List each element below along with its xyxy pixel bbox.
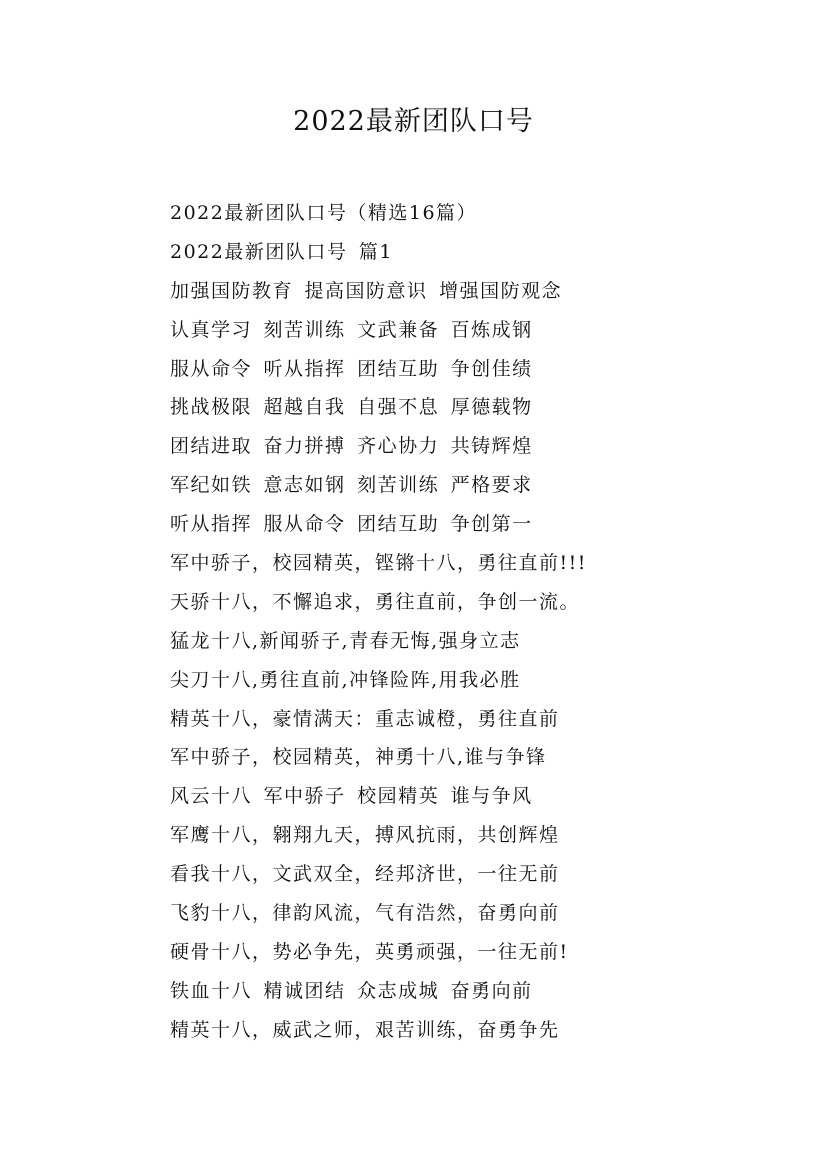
text-line: 服从命令 听从指挥 团结互助 争创佳绩: [170, 357, 533, 380]
text-line: 挑战极限 超越自我 自强不息 厚德载物: [170, 396, 533, 419]
text-line: 看我十八，文武双全，经邦济世，一往无前: [170, 863, 560, 886]
text-line: 2022最新团队口号 篇1: [170, 240, 393, 263]
text-line: 精英十八，威武之师，艰苦训练，奋勇争先: [170, 1018, 560, 1041]
text-line: 团结进取 奋力拼搏 齐心协力 共铸辉煌: [170, 435, 533, 458]
document-body: [170, 194, 770, 1050]
text-line: 军中骄子，校园精英，神勇十八,谁与争锋: [170, 746, 547, 769]
text-line: 认真学习 刻苦训练 文武兼备 百炼成钢: [170, 318, 533, 341]
document-title: 2022最新团队口号: [293, 106, 534, 137]
text-line: 飞豹十八，律韵风流，气有浩然，奋勇向前: [170, 902, 560, 925]
text-line: 军纪如铁 意志如钢 刻苦训练 严格要求: [170, 474, 533, 497]
text-line: 军鹰十八，翱翔九天，搏风抗雨，共创辉煌: [170, 824, 560, 847]
text-line: 风云十八 军中骄子 校园精英 谁与争风: [170, 785, 533, 808]
text-line: 铁血十八 精诚团结 众志成城 奋勇向前: [170, 979, 533, 1002]
text-line: 军中骄子，校园精英，铿锵十八，勇往直前!!!: [170, 552, 587, 575]
text-line: 天骄十八，不懈追求，勇往直前，争创一流。: [170, 590, 581, 613]
text-line: 尖刀十八,勇往直前,冲锋险阵,用我必胜: [170, 668, 521, 691]
text-line: 精英十八，豪情满天：重志诚橙，勇往直前: [170, 707, 560, 730]
text-line: 猛龙十八,新闻骄子,青春无悔,强身立志: [170, 629, 521, 652]
text-line: 听从指挥 服从命令 团结互助 争创第一: [170, 513, 533, 536]
text-line: 加强国防教育 提高国防意识 增强国防观念: [170, 279, 563, 302]
text-line: 硬骨十八，势必争先，英勇顽强，一往无前!: [170, 940, 569, 963]
text-line: 2022最新团队口号（精选16篇）: [170, 202, 478, 224]
